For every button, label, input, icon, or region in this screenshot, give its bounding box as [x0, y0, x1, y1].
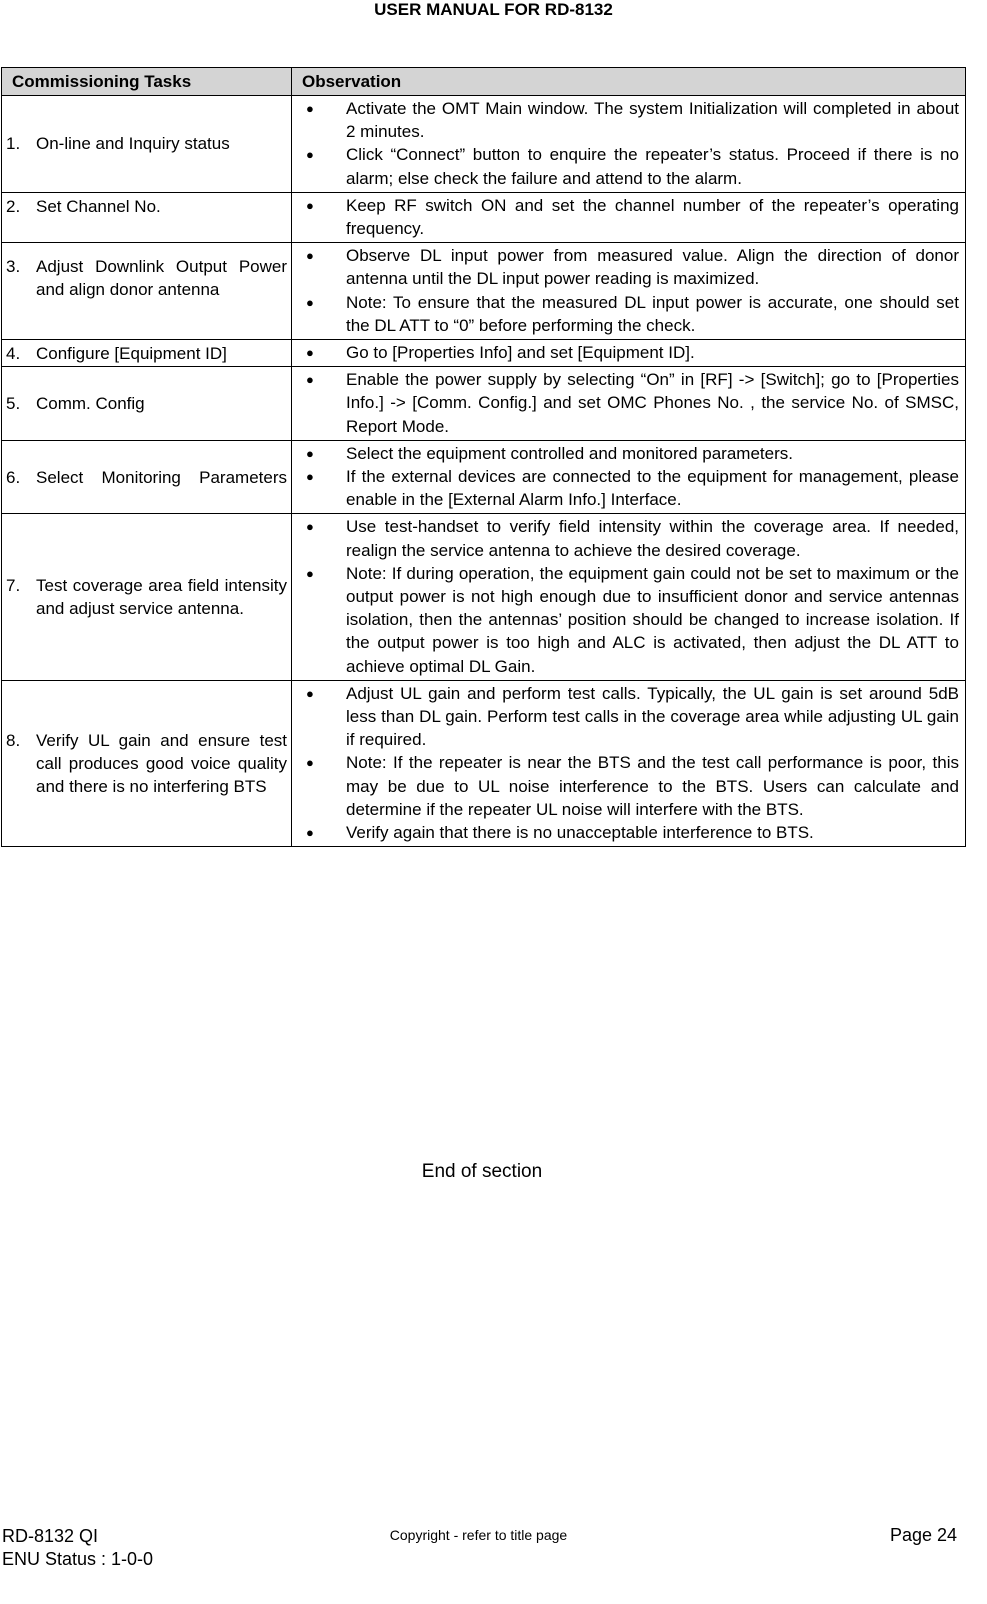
- observation-cell: [292, 340, 966, 367]
- list-item: [306, 442, 959, 465]
- task-text: Verify UL gain and ensure test call produces good voice quality and there is no interfering BTS: [36, 730, 287, 797]
- page-header-title: USER MANUAL FOR RD-8132: [374, 0, 613, 19]
- task-number: 1.: [6, 134, 21, 154]
- task-number: 7.: [6, 575, 21, 595]
- task-number: 8.: [6, 730, 21, 750]
- bullet-icon: ●: [306, 445, 314, 461]
- table-row: [2, 514, 966, 680]
- table-row: [2, 192, 966, 242]
- task-text: Test coverage area field intensity and adjust service antenna.: [36, 575, 287, 619]
- task-cell: [2, 340, 292, 367]
- table-row: [2, 340, 966, 367]
- list-item: [306, 368, 959, 438]
- footer-copyright: Copyright - refer to title page: [389, 1527, 568, 1543]
- list-item: [306, 143, 959, 189]
- footer-doc-id: RD-8132 QI: [2, 1526, 99, 1546]
- observation-cell: [292, 96, 966, 193]
- table-row: [2, 96, 966, 193]
- task-text: On-line and Inquiry status: [36, 134, 230, 154]
- list-item: [306, 465, 959, 511]
- list-item: [306, 341, 959, 364]
- task-number: 2.: [6, 196, 21, 216]
- task-cell: [2, 96, 292, 193]
- task-text: Configure [Equipment ID]: [36, 343, 227, 363]
- table-row: [2, 367, 966, 441]
- task-text-line: Select Monitoring Parameters: [36, 467, 287, 487]
- commissioning-table: [1, 67, 966, 847]
- bullet-icon: ●: [306, 147, 314, 163]
- list-item: [306, 244, 959, 290]
- list-item: [306, 515, 959, 561]
- task-number: 5.: [6, 393, 21, 413]
- list-item: [306, 562, 959, 678]
- observation-text: Note: To ensure that the measured DL input power is accurate, one should set the DL ATT to “0” before performing the check.: [346, 292, 959, 335]
- bullet-icon: ●: [306, 101, 314, 116]
- observation-cell: [292, 192, 966, 242]
- observation-text: Use test-handset to verify field intensity within the coverage area. If needed, realign the service antenna to achieve the desired coverage.: [346, 517, 959, 560]
- observation-text: Click “Connect” button to enquire the repeater’s status. Proceed if there is no alarm; else check the failure and attend to the alarm.: [346, 145, 959, 188]
- task-cell: [2, 680, 292, 846]
- list-item: [306, 291, 959, 337]
- observation-text: Verify again that there is no unacceptable interference to BTS.: [346, 823, 814, 843]
- bullet-icon: ●: [306, 197, 314, 213]
- bullet-icon: ●: [306, 519, 314, 535]
- observation-text: Note: If the repeater is near the BTS and the test call performance is poor, this may be due to UL noise interference to the BTS. Users can calculate and determine if the repeater UL noise will interfere with the BTS.: [346, 753, 959, 819]
- task-cell: [2, 243, 292, 340]
- bullet-icon: ●: [306, 755, 314, 771]
- column-header-tasks: Commissioning Tasks: [2, 68, 292, 96]
- bullet-icon: ●: [306, 248, 314, 264]
- observation-text: Note: If during operation, the equipment gain could not be set to maximum or the output power is not high enough due to insufficient donor and service antennas isolation, then the antennas’ position should be changed to increase isolation. If the output power is too high and ALC is activated, then adjust the DL ATT to achieve optimal DL Gain.: [346, 563, 959, 676]
- bullet-icon: ●: [306, 825, 314, 841]
- footer-page-number: Page 24: [889, 1525, 957, 1545]
- list-item: [306, 821, 959, 844]
- task-cell: [2, 367, 292, 441]
- bullet-icon: ●: [306, 345, 314, 361]
- bullet-icon: ●: [306, 685, 314, 701]
- observation-text: If the external devices are connected to the equipment for management, please enable in the [External Alarm Info.] Interface.: [346, 467, 959, 510]
- bullet-icon: ●: [306, 294, 314, 310]
- list-item: [306, 751, 959, 821]
- task-text: Set Channel No.: [36, 196, 161, 216]
- observation-cell: [292, 440, 966, 514]
- list-item: [306, 682, 959, 752]
- footer-status: ENU Status : 1-0-0: [2, 1549, 154, 1569]
- list-item: [306, 194, 959, 240]
- list-item: [306, 97, 959, 143]
- observation-text: Adjust UL gain and perform test calls. Typically, the UL gain is set around 5dB less than DL gain. Perform test calls in the coverage area while adjusting UL gain if required.: [346, 683, 959, 750]
- task-text: [36, 466, 287, 489]
- observation-cell: [292, 680, 966, 846]
- task-cell: [2, 440, 292, 514]
- observation-cell: [292, 514, 966, 680]
- task-number: 4.: [6, 343, 21, 363]
- task-text: Adjust Downlink Output Power and align donor antenna: [36, 257, 287, 300]
- observation-text: Go to [Properties Info] and set [Equipment ID].: [346, 343, 695, 363]
- task-number: 3.: [6, 257, 21, 277]
- bullet-icon: ●: [306, 565, 314, 581]
- observation-text: Activate the OMT Main window. The system Initialization will completed in about 2 minutes.: [346, 99, 959, 142]
- task-cell: [2, 192, 292, 242]
- table-row: [2, 680, 966, 846]
- observation-text: Select the equipment controlled and monitored parameters.: [346, 443, 793, 463]
- end-of-section-text: End of section: [421, 1161, 543, 1182]
- observation-cell: [292, 243, 966, 340]
- task-cell: [2, 514, 292, 680]
- table-row: [2, 440, 966, 514]
- column-header-observation: Observation: [292, 68, 966, 96]
- observation-text: Enable the power supply by selecting “On” in [RF] -> [Switch]; go to [Properties Info.] -> [Comm. Config.] and set OMC Phones No. , the service No. of SMSC, Report Mode.: [346, 370, 959, 436]
- task-text: Comm. Config: [36, 393, 145, 413]
- observation-text: Keep RF switch ON and set the channel number of the repeater’s operating frequency.: [346, 195, 959, 239]
- observation-cell: [292, 367, 966, 441]
- task-number: 6.: [6, 467, 21, 487]
- bullet-icon: ●: [306, 469, 314, 485]
- bullet-icon: ●: [306, 372, 314, 388]
- table-row: [2, 243, 966, 340]
- observation-text: Observe DL input power from measured value. Align the direction of donor antenna until the DL input power reading is maximized.: [346, 246, 959, 289]
